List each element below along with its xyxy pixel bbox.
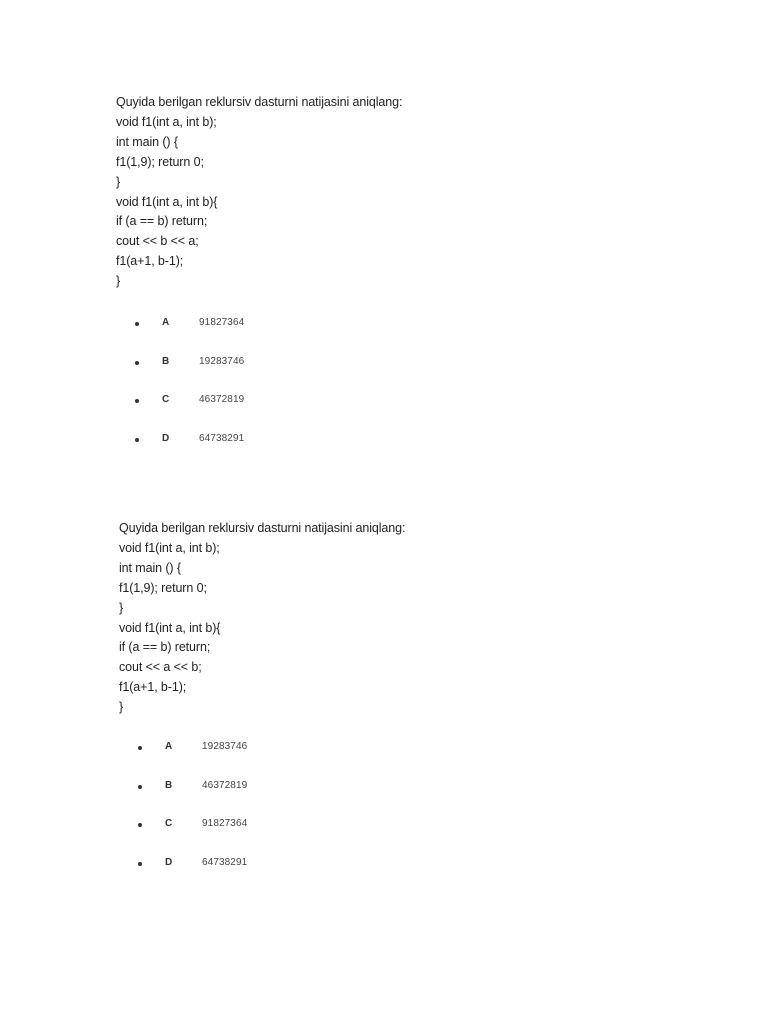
bullet-icon bbox=[138, 823, 142, 827]
option-letter: D bbox=[162, 433, 170, 445]
option-letter: B bbox=[165, 779, 173, 791]
option-value: 64738291 bbox=[199, 433, 245, 445]
code-line: int main () { bbox=[119, 560, 181, 575]
code-line: } bbox=[119, 700, 124, 715]
option-letter: A bbox=[165, 741, 173, 752]
code-line: void f1(int a, int b){ bbox=[119, 620, 221, 635]
code-line: void f1(int a, int b){ bbox=[116, 194, 218, 209]
code-line: if (a == b) return; bbox=[119, 640, 211, 655]
code-line: f1(a+1, b-1); bbox=[116, 254, 184, 269]
code-line: f1(1,9); return 0; bbox=[119, 580, 207, 595]
bullet-icon bbox=[135, 438, 139, 442]
code-line: void f1(int a, int b); bbox=[116, 114, 217, 129]
code-line: } bbox=[119, 600, 124, 615]
bullet-icon bbox=[138, 785, 142, 789]
question-prompt: Quyida berilgan reklursiv dasturni natijasini aniqlang: bbox=[116, 95, 403, 109]
option-letter: D bbox=[165, 857, 173, 869]
option-letter: C bbox=[162, 394, 170, 406]
bullet-icon bbox=[138, 862, 142, 866]
option-value: 64738291 bbox=[202, 857, 248, 869]
bullet-icon bbox=[138, 746, 142, 750]
option-value: 46372819 bbox=[199, 394, 245, 406]
option-letter: C bbox=[165, 818, 173, 830]
question-prompt: Quyida berilgan reklursiv dasturni natijasini aniqlang: bbox=[119, 521, 406, 535]
code-line: } bbox=[116, 274, 121, 289]
code-line: f1(1,9); return 0; bbox=[116, 154, 204, 169]
code-line: void f1(int a, int b); bbox=[119, 540, 220, 555]
bullet-icon bbox=[135, 399, 139, 403]
bullet-icon bbox=[135, 322, 139, 326]
option-value: 91827364 bbox=[202, 818, 248, 830]
code-line: } bbox=[116, 174, 121, 189]
code-line: cout << b << a; bbox=[116, 234, 199, 249]
question-2 bbox=[119, 519, 406, 869]
option-value: 91827364 bbox=[199, 317, 245, 328]
code-line: f1(a+1, b-1); bbox=[119, 680, 187, 695]
option-letter: A bbox=[162, 317, 170, 328]
code-line: cout << a << b; bbox=[119, 660, 202, 675]
option-letter: B bbox=[162, 355, 170, 367]
question-1 bbox=[116, 93, 403, 445]
code-line: if (a == b) return; bbox=[116, 214, 208, 229]
option-value: 46372819 bbox=[202, 779, 248, 791]
bullet-icon bbox=[135, 361, 139, 365]
question-1-text bbox=[116, 93, 402, 292]
question-2-text bbox=[119, 519, 405, 718]
option-value: 19283746 bbox=[202, 741, 248, 752]
code-line: int main () { bbox=[116, 134, 178, 149]
option-value: 19283746 bbox=[199, 355, 245, 367]
